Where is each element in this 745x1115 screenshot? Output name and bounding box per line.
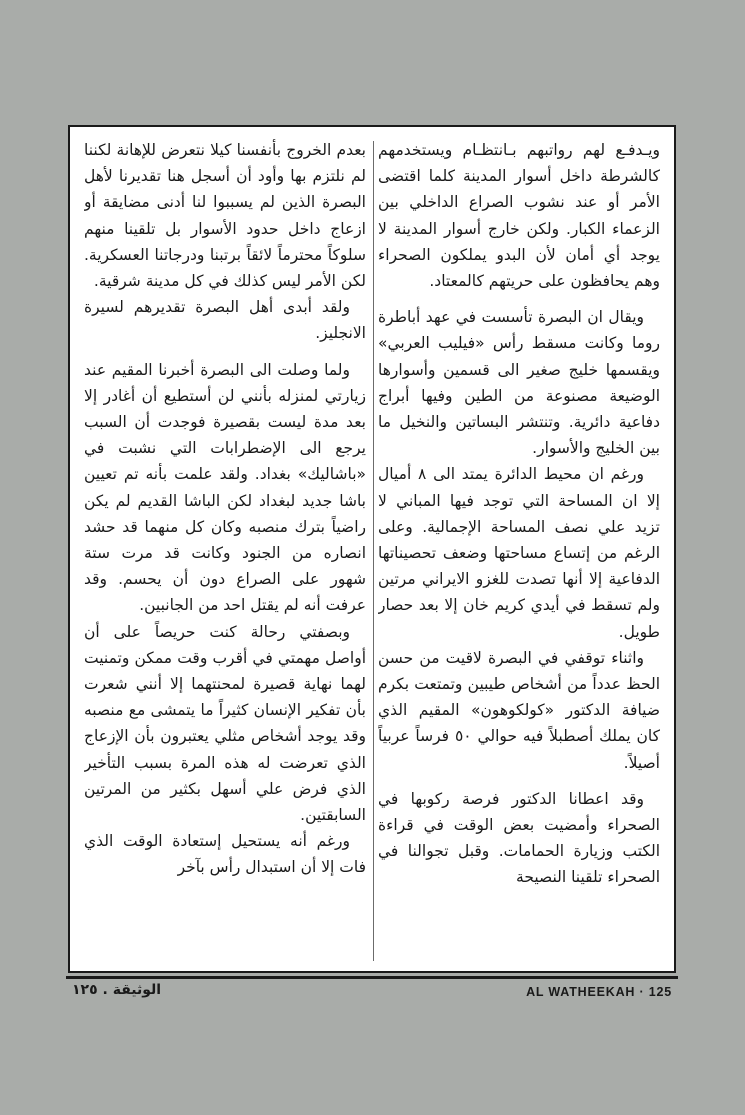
footer-arabic-page-number: الوثيقة . ١٢٥ (72, 982, 162, 998)
paragraph: وبصفتي رحالة كنت حريصاً على أن أواصل مهمتي في أقرب وقت ممكن وتمنيت لهما نهاية قصيرة لمحنتهما إلا أنني شعرت بأن تفكير الإنسان كثيراً ما يتمشى مع منصبه وقد يوجد أشخاص مثلي يعتبرون بأن الإزعاج الذي تعرضت له هذه المرة بسبب التأخير الذي فرض علي أسهل بكثير من المرتين السابقتين. (84, 622, 366, 825)
paragraph: بعدم الخروج بأنفسنا كيلا نتعرض للإهانة لكننا لم نلتزم بها وأود أن أسجل هنا تقديرنا لأهل البصرة الذين لم يسببوا لنا أدنى مضايقة أو ازعاج داخل حدود الأسوار بل تلقينا منهم سلوكاً محترماً لائقاً برتبنا ودرجاتنا العسكرية. لكن الأمر ليس كذلك في كل مدينة شرقية. (84, 141, 366, 291)
column-divider (373, 141, 374, 961)
paragraph: ويـدفـع لهم رواتبهم بـانتظـام ويستخدمهم كالشرطة داخل أسوار المدينة كلما اقتضى الأمر أو عند نشوب الصراع الداخلي بين الزعماء الكبار. ولكن خارج أسوار المدينة لا يوجد أي أمان لأن البدو يملكون الصحراء وهم يحافظون على حريتهم كالمعتاد. (378, 141, 660, 291)
left-column (84, 137, 366, 967)
text-frame (68, 125, 676, 973)
paragraph: وقد اعطانا الدكتور فرصة ركوبها في الصحراء وأمضيت بعض الوقت في قراءة الكتب وزيارة الحمامات. وقبل تجوالنا في الصحراء تلقينا النصيحة (378, 789, 660, 887)
paragraph: ولما وصلت الى البصرة أخبرنا المقيم عند زيارتي لمنزله بأنني لن أستطيع أن أغادر إلا بعد مدة ليست بقصيرة فوجدت أن السبب يرجع الى الإضطرابات التي نشبت في «باشاليك» بغداد. ولقد علمت بأنه تم تعيين باشا جديد لبغداد لكن الباشا القديم لم يكن راضياً بترك منصبه وكان كل منهما قد حشد انصاره من الجنود وكانت قد مرت ستة شهور على الصراع دون أن يحسم. وقد عرفت أنه لم يقتل احد من الجانبين. (84, 360, 366, 615)
paragraph: واثناء توقفي في البصرة لاقيت من حسن الحظ عدداً من أشخاص طيبين وتمتعت بكرم ضيافة الدكتور «كولكوهون» المقيم الذي كان يملك أصطبلاً فيه حوالي ٥٠ فرساً عربياً أصيلاً. (378, 648, 660, 772)
right-column (378, 137, 660, 967)
paragraph: ورغم ان محيط الدائرة يمتد الى ٨ أميال إلا ان المساحة التي توجد فيها المباني لا تزيد علي نصف المساحة الإجمالية. وعلى الرغم من إتساع مساحتها وضعف تحصيناتها الدفاعية إلا أنها تصدت للغزو الايراني مرتين ولم تسقط في أيدي كريم خان إلا بعد حصار طويل. (378, 465, 660, 641)
page-footer (66, 976, 678, 1005)
paragraph: ولقد أبدى أهل البصرة تقديرهم لسيرة الانجليز. (84, 298, 366, 343)
paragraph: ويقال ان البصرة تأسست في عهد أباطرة روما وكانت مسقط رأس «فيليب العربي» ويقسمها خليج صغير الى قسمين وأسوارها الوضيعة مصنوعة من الطين وفيها أبراج دفاعية دائرية. وتنتشر البساتين والنخيل ما بين الخليج والأسوار. (378, 308, 660, 458)
footer-latin-page-number: AL WATHEEKAH · 125 (526, 985, 672, 999)
paragraph: ورغم أنه يستحيل إستعادة الوقت الذي فات إلا أن استبدال رأس بآخر (84, 832, 366, 877)
